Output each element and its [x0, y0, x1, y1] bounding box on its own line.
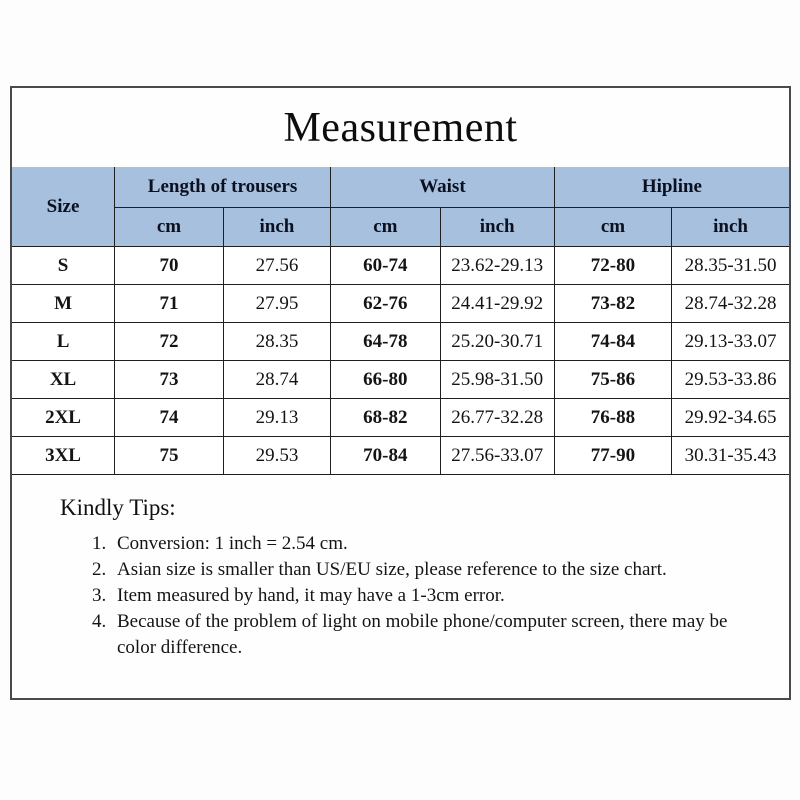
cm-value-cell: 74 — [115, 399, 224, 437]
inch-value-cell: 27.56-33.07 — [440, 437, 554, 475]
table-header-unit-row — [12, 208, 789, 247]
size-cell: S — [12, 247, 115, 285]
cm-value-cell: 64-78 — [331, 323, 441, 361]
cm-value-cell: 60-74 — [331, 247, 441, 285]
inch-value-cell: 28.74 — [223, 361, 330, 399]
kindly-tips-section — [12, 475, 789, 661]
table-row — [12, 323, 789, 361]
cm-value-cell: 70-84 — [331, 437, 441, 475]
inch-value-cell: 30.31-35.43 — [672, 437, 789, 475]
tip-item: 3. Item measured by hand, it may have a 1-3cm error. — [111, 583, 729, 609]
column-header-size: Size — [12, 167, 115, 247]
cm-value-cell: 62-76 — [331, 285, 441, 323]
cm-value-cell: 70 — [115, 247, 224, 285]
inch-value-cell: 29.53 — [223, 437, 330, 475]
cm-value-cell: 74-84 — [554, 323, 671, 361]
cm-value-cell: 75 — [115, 437, 224, 475]
inch-value-cell: 29.13-33.07 — [672, 323, 789, 361]
table-row — [12, 361, 789, 399]
unit-header-waist-inch: inch — [440, 208, 554, 247]
column-header-waist: Waist — [331, 167, 555, 208]
tip-item: 4. Because of the problem of light on mobile phone/computer screen, there may be color difference. — [111, 609, 729, 661]
cm-value-cell: 75-86 — [554, 361, 671, 399]
unit-header-hipline-cm: cm — [554, 208, 671, 247]
inch-value-cell: 23.62-29.13 — [440, 247, 554, 285]
unit-header-hipline-inch: inch — [672, 208, 789, 247]
size-cell: 2XL — [12, 399, 115, 437]
inch-value-cell: 27.56 — [223, 247, 330, 285]
column-header-length-of-trousers: Length of trousers — [115, 167, 331, 208]
table-row — [12, 437, 789, 475]
page-title: Measurement — [283, 104, 518, 151]
size-cell: L — [12, 323, 115, 361]
inch-value-cell: 25.20-30.71 — [440, 323, 554, 361]
size-cell: M — [12, 285, 115, 323]
cm-value-cell: 76-88 — [554, 399, 671, 437]
table-row — [12, 285, 789, 323]
cm-value-cell: 73 — [115, 361, 224, 399]
unit-header-trousers-cm: cm — [115, 208, 224, 247]
cm-value-cell: 68-82 — [331, 399, 441, 437]
inch-value-cell: 26.77-32.28 — [440, 399, 554, 437]
cm-value-cell: 72 — [115, 323, 224, 361]
unit-header-trousers-inch: inch — [223, 208, 330, 247]
kindly-tips-list — [48, 531, 759, 661]
inch-value-cell: 28.35-31.50 — [672, 247, 789, 285]
table-header-group-row — [12, 167, 789, 208]
cm-value-cell: 72-80 — [554, 247, 671, 285]
size-cell: XL — [12, 361, 115, 399]
inch-value-cell: 24.41-29.92 — [440, 285, 554, 323]
cm-value-cell: 71 — [115, 285, 224, 323]
inch-value-cell: 25.98-31.50 — [440, 361, 554, 399]
size-cell: 3XL — [12, 437, 115, 475]
cm-value-cell: 66-80 — [331, 361, 441, 399]
column-header-hipline: Hipline — [554, 167, 789, 208]
table-row — [12, 399, 789, 437]
inch-value-cell: 27.95 — [223, 285, 330, 323]
measurement-size-chart — [10, 86, 791, 700]
unit-header-waist-cm: cm — [331, 208, 441, 247]
inch-value-cell: 29.13 — [223, 399, 330, 437]
size-table — [12, 167, 789, 475]
cm-value-cell: 73-82 — [554, 285, 671, 323]
kindly-tips-heading: Kindly Tips: — [60, 495, 176, 520]
inch-value-cell: 28.35 — [223, 323, 330, 361]
inch-value-cell: 29.92-34.65 — [672, 399, 789, 437]
cm-value-cell: 77-90 — [554, 437, 671, 475]
tip-item: 2. Asian size is smaller than US/EU size, please reference to the size chart. — [111, 557, 729, 583]
table-row — [12, 247, 789, 285]
tip-item: 1. Conversion: 1 inch = 2.54 cm. — [111, 531, 729, 557]
inch-value-cell: 29.53-33.86 — [672, 361, 789, 399]
inch-value-cell: 28.74-32.28 — [672, 285, 789, 323]
